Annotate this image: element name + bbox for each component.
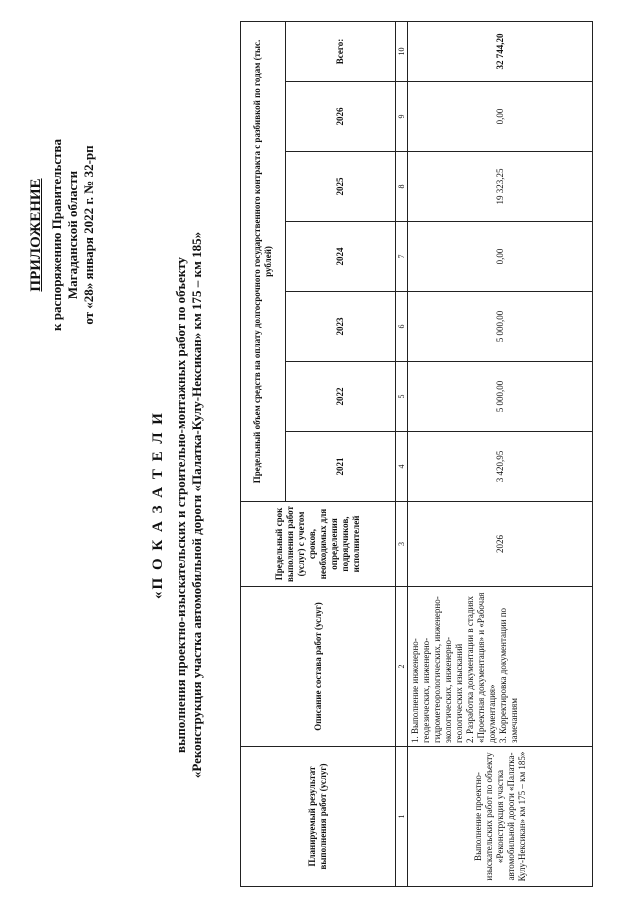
column-number: 1 [396,747,408,887]
indicators-table [240,21,593,887]
appendix-line-3: от «28» января 2022 г. № 32-рп [81,145,96,325]
column-number: 7 [396,222,408,292]
appendix-line-1: к распоряжению Правительства [49,138,64,332]
column-number: 9 [396,82,408,152]
column-number: 6 [396,292,408,362]
appendix-line-2: Магаданской области [65,170,80,300]
document-title: «П О К А З А Т Е Л И [150,411,166,599]
column-number: 8 [396,152,408,222]
value-2026: 0,00 [408,82,593,152]
value-2023: 5 000,00 [408,292,593,362]
column-number: 2 [396,587,408,747]
description-item-2: 2. Разработка документации в стадиях «Проектная документация» и «Рабочая документация» [465,592,497,743]
header-funding: Предельный объем средств на оплату долгосрочного государственного контракта с разбивкой по годам (тыс. рублей) [241,21,286,501]
column-number: 3 [396,502,408,587]
value-total: 32 744,20 [408,21,593,81]
header-year-2021: 2021 [286,432,396,502]
appendix-title: ПРИЛОЖЕНИЕ [28,178,44,292]
value-2022: 5 000,00 [408,362,593,432]
header-year-2026: 2026 [286,82,396,152]
description-item-3: 3. Корректировка документации по замечаниям [498,607,519,743]
header-year-2024: 2024 [286,222,396,292]
header-row-1 [241,21,286,886]
column-number-row [396,21,408,886]
table-row [408,21,593,886]
header-year-2023: 2023 [286,292,396,362]
deadline-cell: 2026 [408,502,593,587]
column-number: 5 [396,362,408,432]
value-2024: 0,00 [408,222,593,292]
header-year-2025: 2025 [286,152,396,222]
result-cell: Выполнение проектно-изыскательских работ по объекту «Реконструкция участка автомобильной дороги «Палатка-Кулу-Нексикан» км 175 – км 185» [408,747,593,887]
header-deadline: Предельный срок выполнения работ (услуг) с учетом сроков, необходимых для определения подрядчиков, исполнителей [241,502,396,587]
description-cell [408,587,593,747]
value-2021: 3 420,95 [408,432,593,502]
header-total: Всего: [286,21,396,81]
header-result: Планируемый результат выполнения работ (услуг) [241,747,396,887]
appendix-block [28,55,97,415]
value-2025: 19 323,25 [408,152,593,222]
description-item-1: 1. Выполнение инженерно-геодезических, инженерно-гидрометеорологических, инженерно-экологических, инженерно-геологических изысканий [410,596,464,743]
header-year-2022: 2022 [286,362,396,432]
header-description: Описание состава работ (услуг) [241,587,396,747]
document-heading [150,145,205,865]
document-subtitle-2: «Реконструкция участка автомобильной дороги «Палатка-Кулу-Нексикан» км 175 – км 185» [189,231,204,779]
column-number: 10 [396,21,408,81]
column-number: 4 [396,432,408,502]
document-subtitle-1: выполнения проектно-изыскательских и строительно-монтажных работ по объекту [173,257,188,753]
